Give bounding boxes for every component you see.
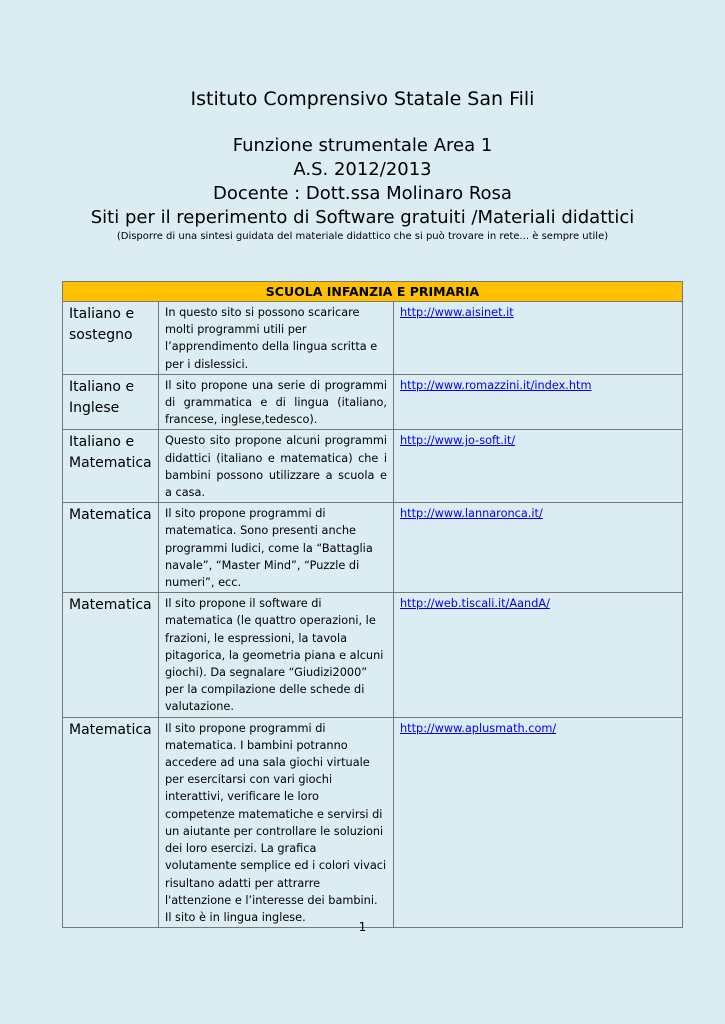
link-cell bbox=[394, 430, 683, 503]
section-banner bbox=[63, 282, 683, 302]
teacher-line: Docente : Dott.ssa Molinaro Rosa bbox=[213, 183, 512, 204]
subject-cell: Italiano e Inglese bbox=[63, 374, 159, 430]
subject-cell: Matematica bbox=[63, 593, 159, 717]
table-row bbox=[63, 717, 683, 927]
subject-cell: Italiano e Matematica bbox=[63, 430, 159, 503]
description-cell: Il sito propone programmi di matematica. I bambini potranno accedere ad una sala giochi virtuale per esercitarsi con vari giochi interattivi, verificare le loro competenze matematiche e servirsi di un aiutante per controllare le soluzioni dei loro esercizi. La grafica volutamente semplice ed i colori vivaci risultano adatti per attrarre l'attenzione e l’interesse dei bambini. Il sito è in lingua inglese. bbox=[159, 717, 394, 927]
description-cell: Questo sito propone alcuni programmi didattici (italiano e matematica) che i bambini possono utilizzare a scuola e a casa. bbox=[159, 430, 394, 503]
topic-line: Siti per il reperimento di Software gratuiti /Materiali didattici bbox=[90, 207, 635, 228]
link-cell bbox=[394, 374, 683, 430]
description-cell: Il sito propone una serie di programmi di grammatica e di lingua (italiano, francese, inglese,tedesco). bbox=[159, 374, 394, 430]
page-number: 1 bbox=[358, 920, 367, 934]
subject-cell: Italiano e sostegno bbox=[63, 302, 159, 375]
website-link[interactable]: http://www.aplusmath.com/ bbox=[400, 721, 557, 735]
document-title: Istituto Comprensivo Statale San Fili bbox=[190, 88, 535, 110]
table-row bbox=[63, 374, 683, 430]
description-cell: Il sito propone programmi di matematica. Sono presenti anche programmi ludici, come la “Battaglia navale”, “Master Mind”, “Puzzle di numeri”, ecc. bbox=[159, 503, 394, 593]
website-link[interactable]: http://www.aisinet.it bbox=[400, 306, 514, 319]
website-link[interactable]: http://www.lannaronca.it/ bbox=[400, 507, 543, 521]
website-link[interactable]: http://www.jo-soft.it/ bbox=[400, 434, 516, 448]
link-cell bbox=[394, 717, 683, 927]
link-cell bbox=[394, 593, 683, 717]
table-row bbox=[63, 302, 683, 375]
table-row bbox=[63, 430, 683, 503]
function-line: Funzione strumentale Area 1 bbox=[232, 135, 493, 156]
link-cell bbox=[394, 503, 683, 593]
website-link[interactable]: http://www.romazzini.it/index.htm bbox=[400, 378, 592, 392]
link-cell bbox=[394, 302, 683, 375]
subject-cell: Matematica bbox=[63, 503, 159, 593]
section-heading: SCUOLA INFANZIA E PRIMARIA bbox=[63, 282, 683, 302]
website-link[interactable]: http://web.tiscali.it/AandA/ bbox=[400, 597, 550, 611]
resources-table bbox=[62, 281, 683, 928]
document-note: (Disporre di una sintesi guidata del materiale didattico che si può trovare in rete... è sempre utile) bbox=[116, 231, 609, 242]
school-year-line: A.S. 2012/2013 bbox=[293, 159, 432, 180]
description-cell: Il sito propone il software di matematica (le quattro operazioni, le frazioni, le espressioni, la tavola pitagorica, la geometria piana e alcuni giochi). Da segnalare “Giudizi2000” per la compilazione delle schede di valutazione. bbox=[159, 593, 394, 717]
table-row bbox=[63, 503, 683, 593]
table-row bbox=[63, 593, 683, 717]
description-cell: In questo sito si possono scaricare molti programmi utili per l’apprendimento della lingua scritta e per i dislessici. bbox=[159, 302, 394, 375]
document-subtitle-block bbox=[0, 134, 725, 230]
subject-cell: Matematica bbox=[63, 717, 159, 927]
